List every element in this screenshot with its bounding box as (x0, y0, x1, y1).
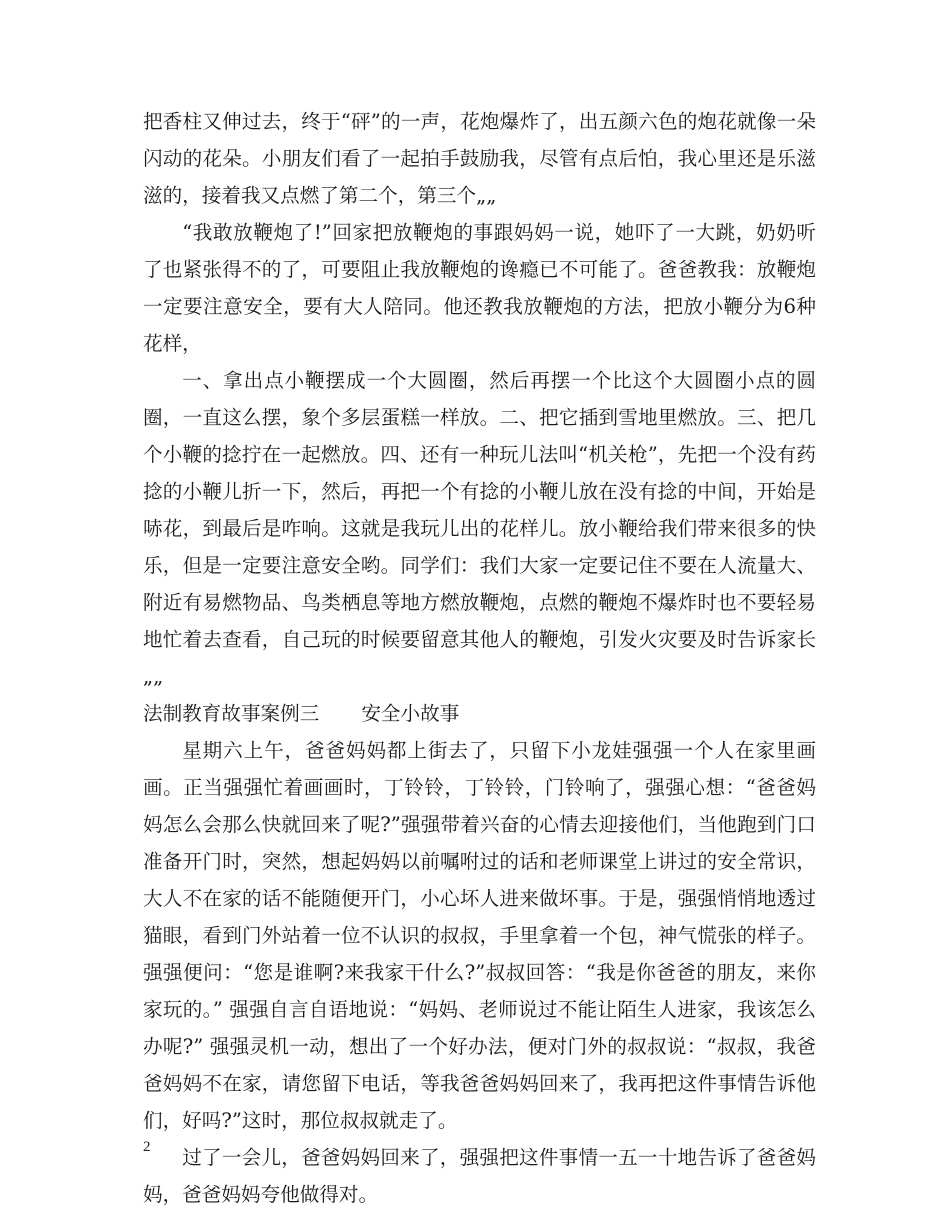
section-heading (143, 695, 816, 732)
page-number: 2 (143, 1139, 151, 1155)
section-heading-case: 法制教育故事案例三 (143, 702, 320, 725)
paragraph-firecracker-dare: “我敢放鞭炮了!”回家把放鞭炮的事跟妈妈一说，她吓了一大跳，奶奶听了也紧张得不的了，可要阻止我放鞭炮的谗瘾已不可能了。爸爸教我：放鞭炮一定要注意安全，要有大人陪同。他还教我放鞭炮的方法，把放小鞭分为6种花样， (143, 221, 816, 355)
section-heading-title: 安全小故事 (361, 702, 460, 725)
paragraph-firecracker-methods: 一、拿出点小鞭摆成一个大圆圈，然后再摆一个比这个大圆圈小点的圆圈，一直这么摆，象个多层蛋糕一样放。二、把它插到雪地里燃放。三、把几个小鞭的捻拧在一起燃放。四、还有一种玩儿法叫“机关枪”，先把一个没有药捻的小鞭儿折一下，然后，再把一个有捻的小鞭儿放在没有捻的中间，开始是哧花，到最后是咋响。这就是我玩儿出的花样儿。放小鞭给我们带来很多的快乐，但是一定要注意安全哟。同学们：我们大家一定要记住不要在人流量大、附近有易燃物品、鸟类栖息等地方燃放鞭炮，点燃的鞭炮不爆炸时也不要轻易地忙着去查看，自己玩的时候要留意其他人的鞭炮，引发火灾要及时告诉家长„„ (143, 369, 816, 688)
paragraph-story-door: 星期六上午，爸爸妈妈都上街去了，只留下小龙娃强强一个人在家里画画。正当强强忙着画画时，丁铃铃，丁铃铃，门铃响了，强强心想：“爸爸妈妈怎么会那么快就回来了呢?”强强带着兴奋的心情去迎接他们，当他跑到门口准备开门时，突然，想起妈妈以前嘱咐过的话和老师课堂上讲过的安全常识，大人不在家的话不能随便开门，小心坏人进来做坏事。于是，强强悄悄地透过猫眼，看到门外站着一位不认识的叔叔，手里拿着一个包，神气慌张的样子。强强便问：“您是谁啊?来我家干什么?”叔叔回答：“我是你爸爸的朋友，来你家玩的。” 强强自言自语地说：“妈妈、老师说过不能让陌生人进家，我该怎么办呢?” 强强灵机一动，想出了一个好办法，便对门外的叔叔说：“叔叔，我爸爸妈妈不在家，请您留下电话，等我爸爸妈妈回来了，我再把这件事情告诉他们，好吗?”这时，那位叔叔就走了。 (143, 739, 816, 1132)
paragraph-story-ending: 过了一会儿，爸爸妈妈回来了，强强把这件事情一五一十地告诉了爸爸妈妈，爸爸妈妈夸他做得对。 (143, 1146, 816, 1206)
document-body (143, 103, 816, 1213)
paragraph-continuation: 把香柱又伸过去，终于“砰”的一声，花炮爆炸了，出五颜六色的炮花就像一朵闪动的花朵。小朋友们看了一起拍手鼓励我，尽管有点后怕，我心里还是乐滋滋的，接着我又点燃了第二个，第三个„„ (143, 110, 816, 207)
